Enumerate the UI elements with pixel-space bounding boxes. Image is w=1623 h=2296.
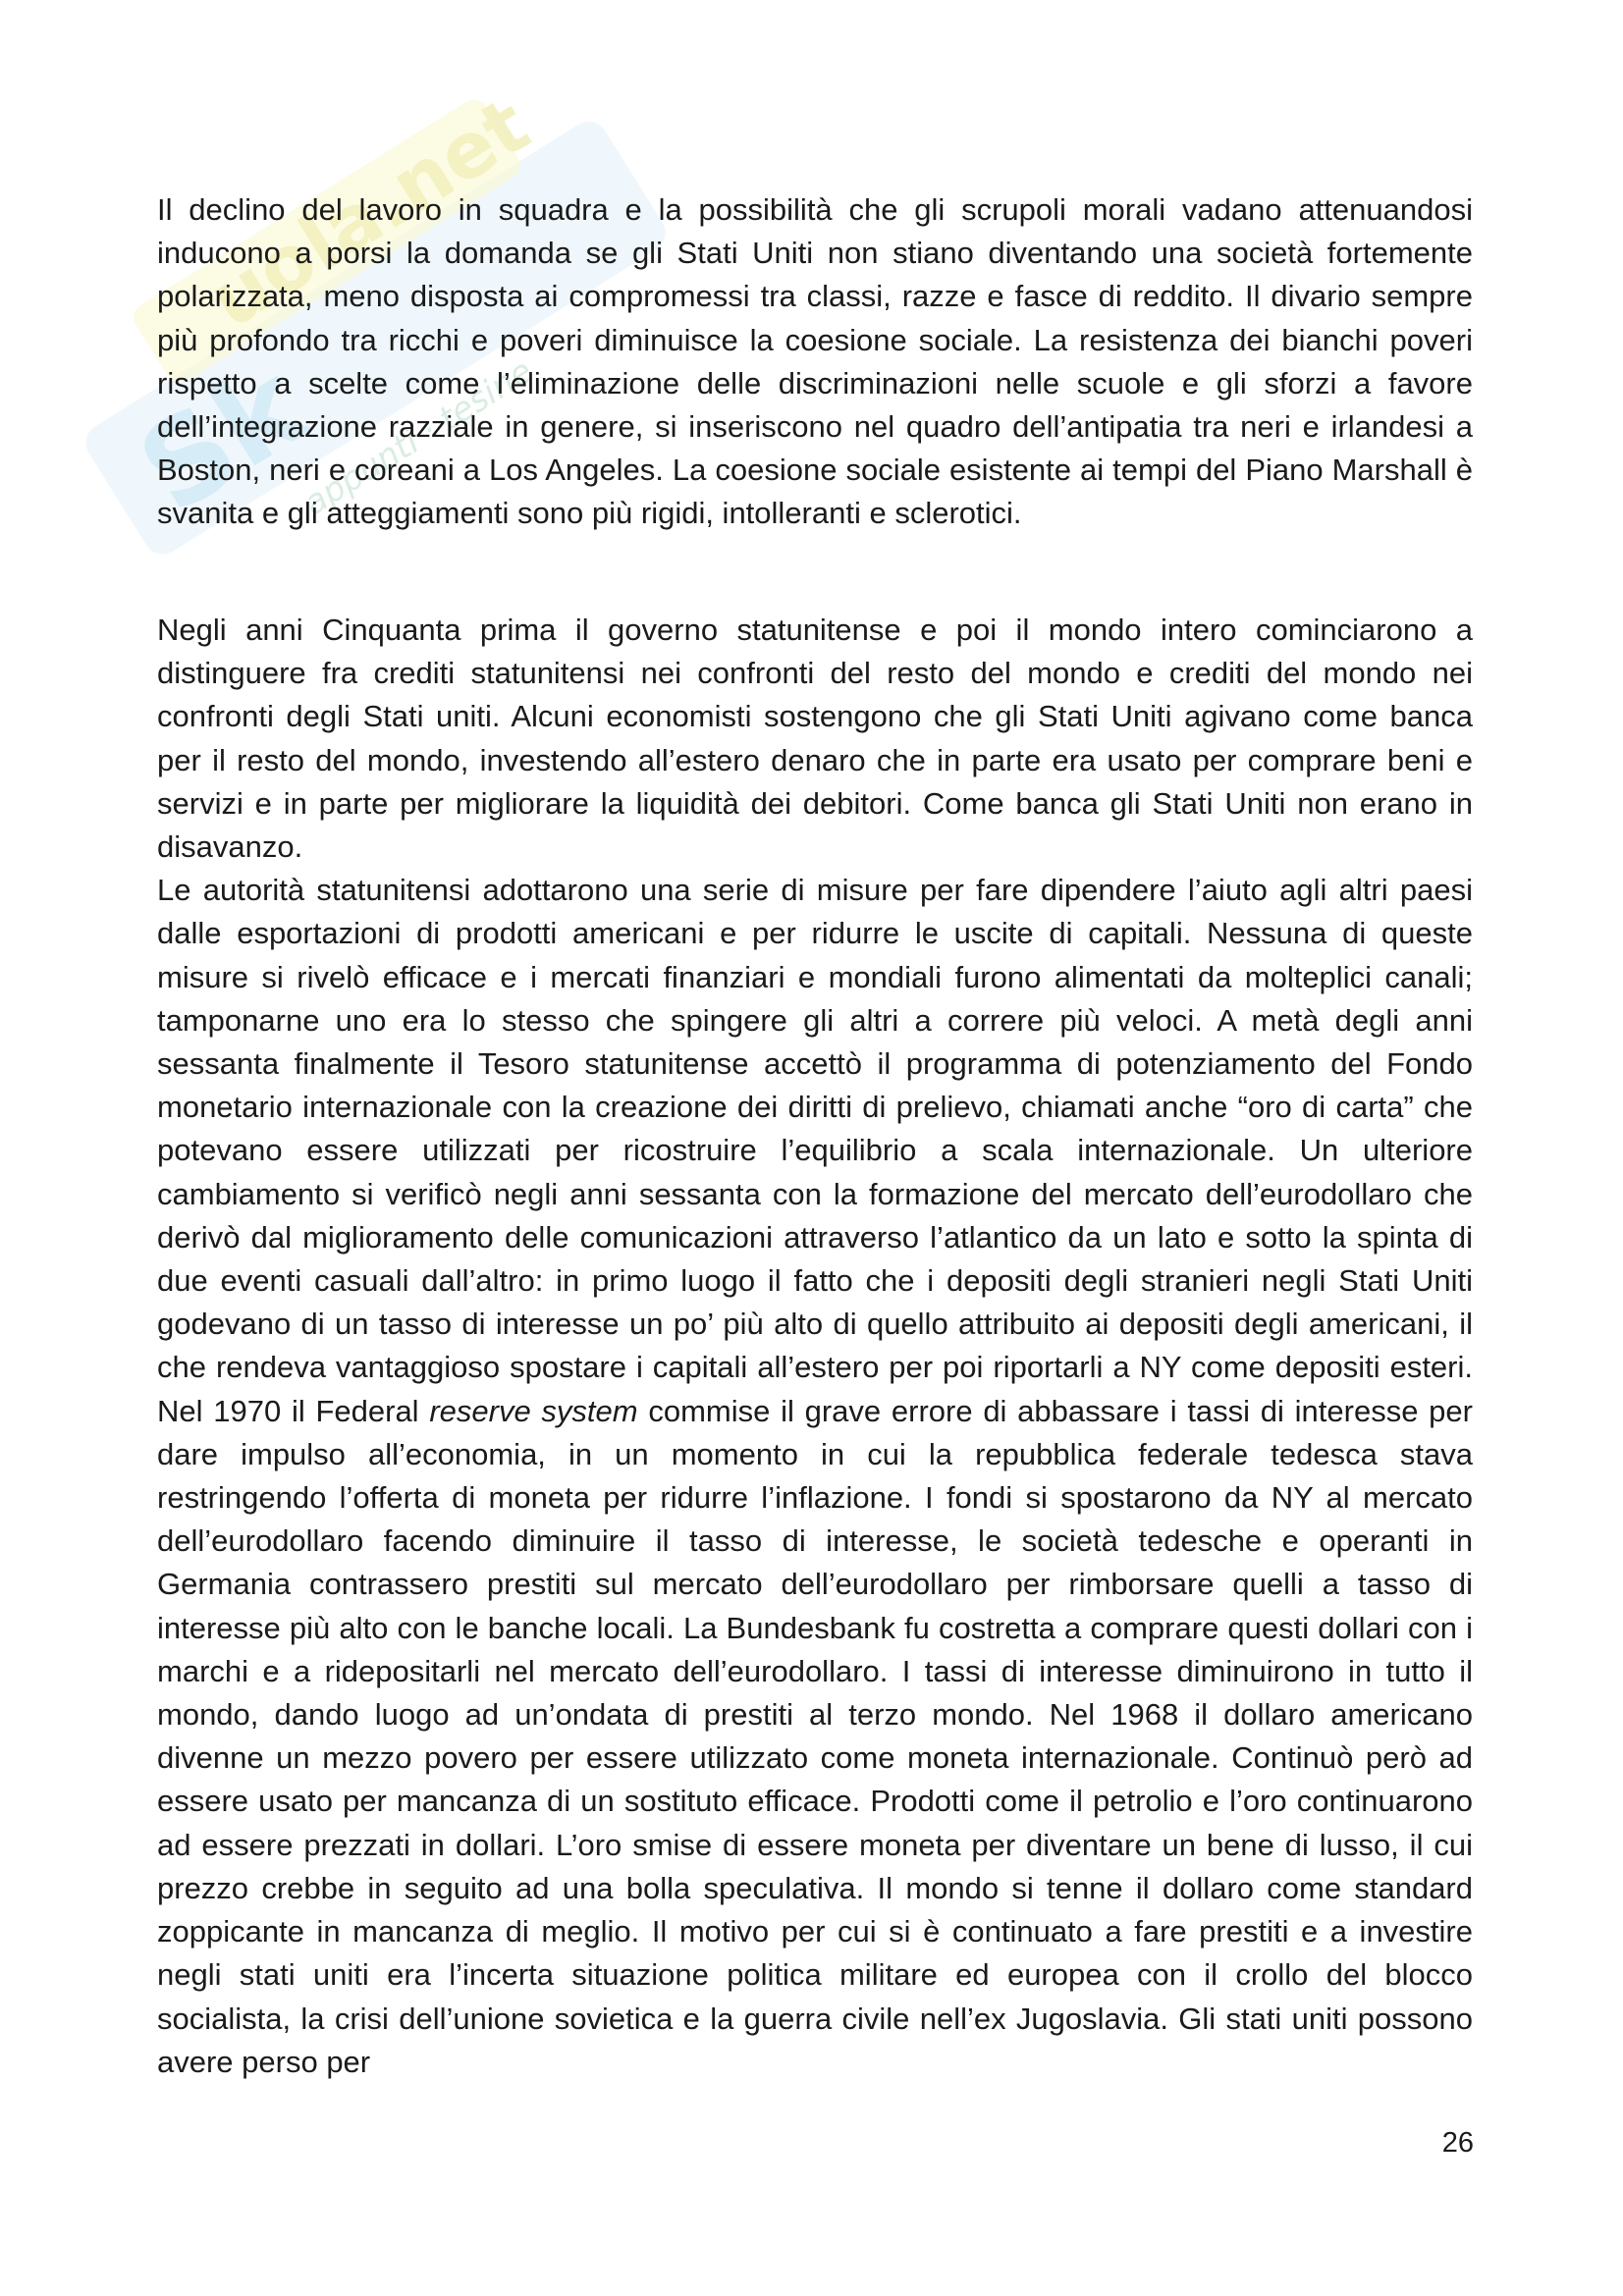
paragraph-2b-end: commise il grave errore di abbassare i tassi di interesse per dare impulso all’economia, in un momento in cui la repubblica federale tedesca stava restringendo l’offerta di moneta per ridurre l’inflazione. I fondi si spostarono da NY al mercato dell’eurodollaro facendo diminuire il tasso di interesse, le società tedesche e operanti in Germania contrassero prestiti sul mercato dell’eurodollaro per rimborsare quelli a tasso di interesse più alto con le banche locali. La Bundesbank fu costretta a comprare questi dollari con i marchi e a ridepositarli nel mercato dell’eurodollaro. I tassi di interesse diminuirono in tutto il mondo, dando luogo ad un’ondata di prestiti al terzo mondo. Nel 1968 il dollaro americano divenne un mezzo povero per essere utilizzato come moneta internazionale. Continuò però ad essere usato per mancanza di un sostituto efficace. Prodotti come il petrolio e l’oro continuarono ad essere prezzati in dollari. L’oro smise di essere moneta per diventare un bene di lusso, il cui prezzo crebbe in seguito ad una bolla speculativa. Il mondo si tenne il dollaro come standard zoppicante in mancanza di meglio. Il motivo per cui si è continuato a fare prestiti e a investire negli stati uniti era l’incerta situazione politica militare ed europea con il crollo del blocco socialista, la crisi dell’unione sovietica e la guerra civile nell’ex Jugoslavia. Gli stati uniti possono avere perso per (157, 1393, 1473, 2079)
svg-text:uola.net: uola.net (194, 80, 545, 346)
paragraph-2 (157, 609, 1473, 2084)
paragraph-1 (157, 188, 1473, 536)
paragraph-1-text: Il declino del lavoro in squadra e la possibilità che gli scrupoli morali vadano attenuandosi inducono a porsi la domanda se gli Stati Uniti non stiano diventando una società fortemente polarizzata, meno disposta ai compromessi tra classi, razze e fasce di reddito. Il divario sempre più profondo tra ricchi e poveri diminuisce la coesione sociale. La resistenza dei bianchi poveri rispetto a scelte come l’eliminazione delle discriminazioni nelle scuole e gli sforzi a favore dell’integrazione razziale in genere, si inseriscono nel quadro dell’antipatia tra neri e irlandesi a Boston, neri e coreani a Los Angeles. La coesione sociale esistente ai tempi del Piano Marshall è svanita e gli atteggiamenti sono più rigidi, intolleranti e sclerotici. (157, 192, 1473, 531)
svg-text:Sk: Sk (117, 338, 328, 541)
paragraph-2b-italic: reserve system (429, 1393, 638, 1428)
paragraph-2b-text (157, 869, 1473, 2084)
paragraph-2a-text: Negli anni Cinquanta prima il governo statunitense e poi il mondo intero cominciarono a distinguere fra crediti statunitensi nei confronti del resto del mondo e crediti del mondo nei confronti degli Stati uniti. Alcuni economisti sostengono che gli Stati Uniti agivano come banca per il resto del mondo, investendo all’estero denaro che in parte era usato per comprare beni e servizi e in parte per migliorare la liquidità dei debitori. Come banca gli Stati Uniti non erano in disavanzo. (157, 613, 1473, 865)
paragraph-2b-start: Le autorità statunitensi adottarono una serie di misure per fare dipendere l’aiuto agli altri paesi dalle esportazioni di prodotti americani e per ridurre le uscite di capitali. Nessuna di queste misure si rivelò efficace e i mercati finanziari e mondiali furono alimentati da molteplici canali; tamponarne uno era lo stesso che spingere gli altri a correre più veloci. A metà degli anni sessanta finalmente il Tesoro statunitense accettò il programma di potenziamento del Fondo monetario internazionale con la creazione dei diritti di prelievo, chiamati anche “oro di carta” che potevano essere utilizzati per ricostruire l’equilibrio a scala internazionale. Un ulteriore cambiamento si verificò negli anni sessanta con la formazione del mercato dell’eurodollaro che derivò dal miglioramento delle comunicazioni attraverso l’atlantico da un lato e sotto la spinta di due eventi casuali dall’altro: in primo luogo il fatto che i depositi degli stranieri negli Stati Uniti godevano di un tasso di interesse un po’ più alto di quello attribuito ai depositi degli americani, il che rendeva vantaggioso spostare i capitali all’estero per poi riportarli a NY come depositi esteri. Nel 1970 il Federal (157, 873, 1473, 1428)
page-number: 26 (1441, 2127, 1474, 2159)
svg-text:appunti · tesine: appunti · tesine (297, 351, 540, 524)
